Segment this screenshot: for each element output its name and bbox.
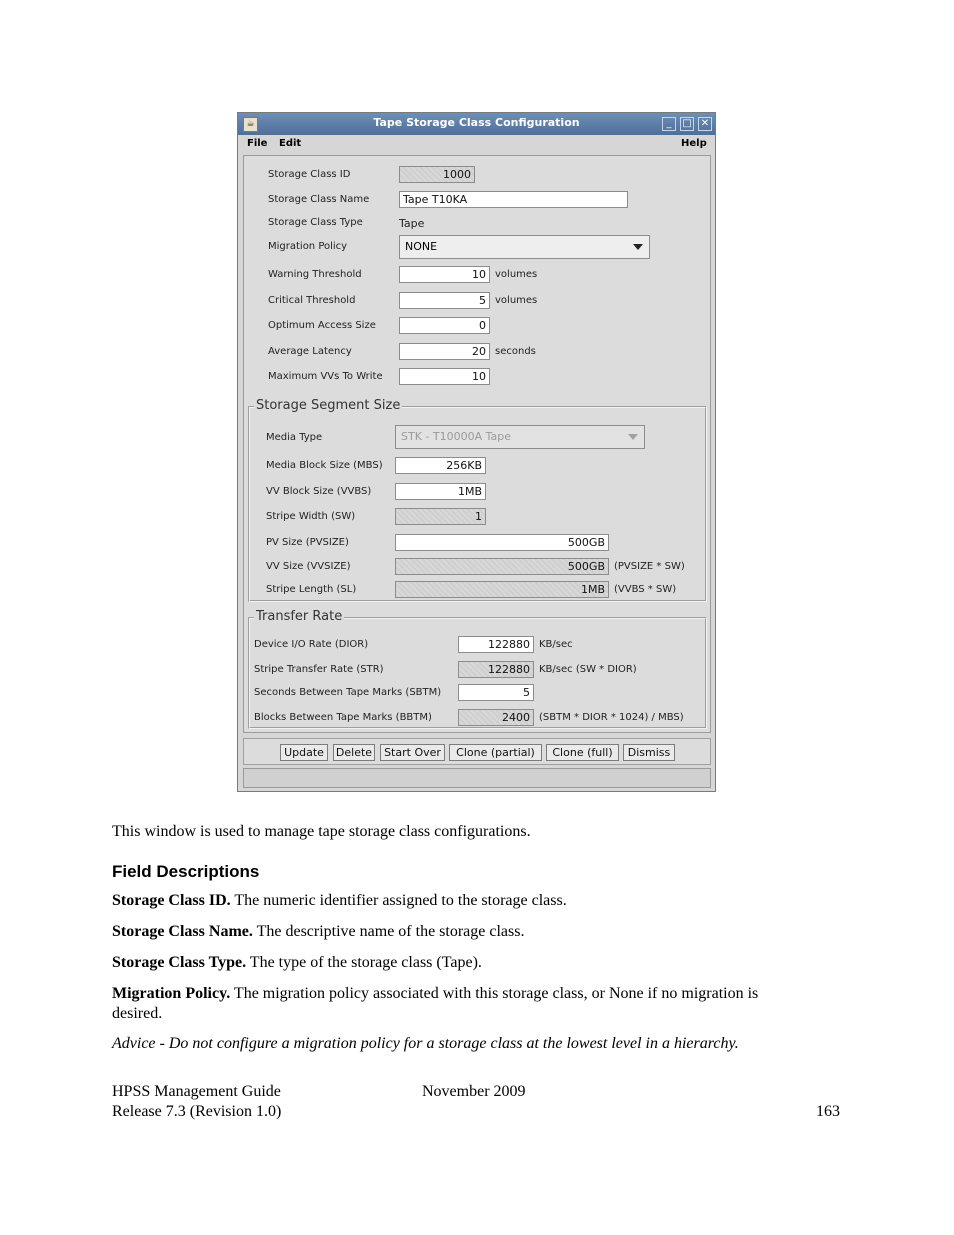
desc-storage-class-id: [112, 892, 567, 910]
storage-class-type-label: Storage Class Type: [268, 217, 363, 228]
desc-term: Storage Class Name.: [112, 923, 253, 940]
stripe-length-formula: (VVBS * SW): [614, 584, 677, 595]
advice-note: Advice - Do not configure a migration policy for a storage class at the lowest level in a hierarchy.: [112, 1035, 739, 1052]
bbtm-formula: (SBTM * DIOR * 1024) / MBS): [539, 712, 684, 723]
stripe-width-label: Stripe Width (SW): [266, 511, 356, 522]
footer-date: November 2009: [422, 1083, 526, 1100]
vv-block-size-input[interactable]: 1MB: [395, 483, 486, 500]
storage-class-name-input[interactable]: Tape T10KA: [399, 191, 628, 208]
chevron-down-icon: [633, 244, 643, 250]
window-title: Tape Storage Class Configuration: [373, 116, 580, 129]
critical-threshold-label: Critical Threshold: [268, 295, 356, 306]
transfer-rate-group: [248, 609, 707, 729]
sbtm-label: Seconds Between Tape Marks (SBTM): [254, 687, 442, 698]
update-button[interactable]: Update: [280, 744, 328, 761]
storage-segment-size-group: [248, 398, 707, 602]
chevron-down-icon: [628, 434, 638, 440]
bbtm-field: 2400: [458, 709, 534, 726]
title-bar[interactable]: [238, 113, 715, 135]
migration-policy-label: Migration Policy: [268, 241, 348, 252]
clone-partial-button[interactable]: Clone (partial): [449, 744, 542, 761]
warning-threshold-unit: volumes: [495, 269, 538, 280]
menu-help[interactable]: Help: [681, 138, 707, 149]
storage-class-id-field: 1000: [399, 166, 475, 183]
storage-segment-size-legend: Storage Segment Size: [256, 398, 401, 413]
storage-class-type-value: Tape: [399, 217, 425, 230]
pv-size-label: PV Size (PVSIZE): [266, 537, 349, 548]
device-io-rate-unit: KB/sec: [539, 639, 573, 650]
vv-size-label: VV Size (VVSIZE): [266, 561, 351, 572]
vv-block-size-label: VV Block Size (VVBS): [266, 486, 372, 497]
max-vvs-to-write-input[interactable]: 10: [399, 368, 490, 385]
average-latency-input[interactable]: 20: [399, 343, 490, 360]
sbtm-input[interactable]: 5: [458, 684, 534, 701]
desc-term: Migration Policy.: [112, 985, 231, 1002]
stripe-width-field: 1: [395, 508, 486, 525]
average-latency-label: Average Latency: [268, 346, 352, 357]
stripe-transfer-rate-formula: KB/sec (SW * DIOR): [539, 664, 637, 675]
app-icon: ☕: [243, 117, 258, 132]
maximize-icon[interactable]: □: [680, 117, 694, 131]
field-descriptions-heading: Field Descriptions: [112, 862, 260, 881]
migration-policy-select[interactable]: [399, 235, 650, 259]
optimum-access-size-input[interactable]: 0: [399, 317, 490, 334]
clone-full-button[interactable]: Clone (full): [546, 744, 619, 761]
main-panel: [243, 155, 711, 733]
stripe-transfer-rate-label: Stripe Transfer Rate (STR): [254, 664, 384, 675]
tape-storage-class-window: [237, 112, 716, 792]
desc-term: Storage Class Type.: [112, 954, 247, 971]
optimum-access-size-label: Optimum Access Size: [268, 320, 376, 331]
stripe-length-label: Stripe Length (SL): [266, 584, 357, 595]
media-block-size-label: Media Block Size (MBS): [266, 460, 383, 471]
storage-class-id-label: Storage Class ID: [268, 169, 351, 180]
desc-storage-class-name: [112, 923, 524, 941]
desc-migration-policy: [112, 985, 758, 1003]
warning-threshold-label: Warning Threshold: [268, 269, 362, 280]
intro-paragraph: This window is used to manage tape storage class configurations.: [112, 823, 531, 840]
footer-page-number: 163: [816, 1103, 840, 1120]
warning-threshold-input[interactable]: 10: [399, 266, 490, 283]
desc-text: The numeric identifier assigned to the storage class.: [230, 892, 567, 909]
transfer-rate-legend: Transfer Rate: [256, 609, 343, 624]
media-type-value: STK - T10000A Tape: [401, 430, 511, 443]
max-vvs-to-write-label: Maximum VVs To Write: [268, 371, 383, 382]
migration-policy-value: NONE: [405, 240, 438, 253]
average-latency-unit: seconds: [495, 346, 536, 357]
button-bar: [243, 738, 711, 765]
desc-text: The type of the storage class (Tape).: [246, 954, 482, 971]
minimize-icon[interactable]: _: [662, 117, 676, 131]
device-io-rate-label: Device I/O Rate (DIOR): [254, 639, 369, 650]
close-icon[interactable]: ✕: [698, 117, 712, 131]
pv-size-input[interactable]: 500GB: [395, 534, 609, 551]
critical-threshold-input[interactable]: 5: [399, 292, 490, 309]
stripe-length-field: 1MB: [395, 581, 609, 598]
dismiss-button[interactable]: Dismiss: [623, 744, 675, 761]
status-bar: [243, 768, 711, 788]
stripe-transfer-rate-field: 122880: [458, 661, 534, 678]
footer-guide: HPSS Management Guide: [112, 1083, 281, 1100]
desc-term: Storage Class ID.: [112, 892, 231, 909]
desc-migration-policy-cont: desired.: [112, 1005, 163, 1022]
desc-text: The descriptive name of the storage class.: [252, 923, 525, 940]
bbtm-label: Blocks Between Tape Marks (BBTM): [254, 712, 432, 723]
desc-text: The migration policy associated with this storage class, or None if no migration is: [230, 985, 759, 1002]
device-io-rate-input[interactable]: 122880: [458, 636, 534, 653]
start-over-button[interactable]: Start Over: [380, 744, 445, 761]
footer-release: Release 7.3 (Revision 1.0): [112, 1103, 282, 1120]
critical-threshold-unit: volumes: [495, 295, 538, 306]
media-type-select: [395, 425, 645, 449]
storage-class-name-label: Storage Class Name: [268, 194, 370, 205]
delete-button[interactable]: Delete: [333, 744, 375, 761]
media-type-label: Media Type: [266, 432, 323, 443]
media-block-size-input[interactable]: 256KB: [395, 457, 486, 474]
vv-size-formula: (PVSIZE * SW): [614, 561, 685, 572]
desc-storage-class-type: [112, 954, 482, 972]
menu-edit[interactable]: Edit: [279, 138, 302, 149]
menu-bar: [238, 135, 715, 154]
menu-file[interactable]: File: [247, 138, 268, 149]
vv-size-field: 500GB: [395, 558, 609, 575]
